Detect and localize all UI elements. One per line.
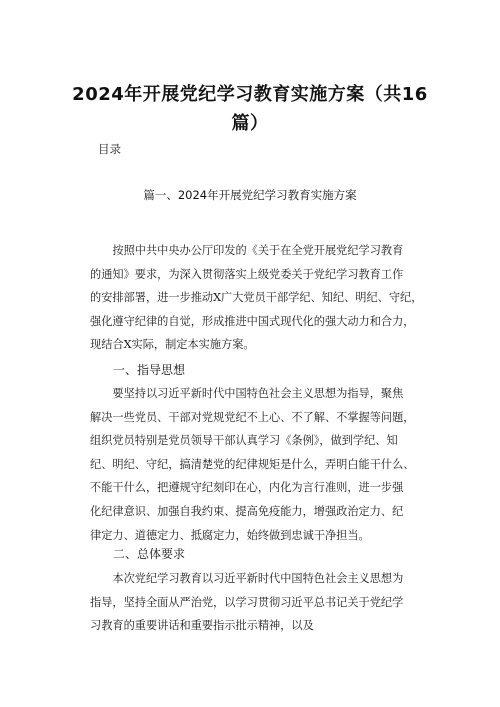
chapter-title: 篇一、2024年开展党纪学习教育实施方案 bbox=[143, 188, 357, 202]
paragraph-line: 解决一些党员、干部对党规党纪不上心、不了解、不掌握等问题， bbox=[90, 410, 415, 424]
document-title-line-2: 篇） bbox=[231, 113, 269, 134]
document-title-line-1: 2024年开展党纪学习教育实施方案（共16 bbox=[72, 84, 428, 105]
paragraph-line: 强化遵守纪律的自觉，形成推进中国式现代化的强大动力和合力， bbox=[90, 314, 415, 328]
table-of-contents-label: 目录 bbox=[98, 142, 121, 156]
document-title bbox=[60, 80, 440, 138]
section-heading-overall-requirements: 二、总体要求 bbox=[113, 547, 186, 561]
paragraph-line: 现结合X实际，制定本实施方案。 bbox=[90, 338, 255, 352]
guiding-thought-paragraph bbox=[90, 382, 438, 547]
section-heading-guiding-thought: 一、指导思想 bbox=[113, 363, 186, 377]
paragraph-line: 按照中共中央办公厅印发的《关于在全党开展党纪学习教育 bbox=[90, 244, 404, 257]
paragraph-line: 的安排部署，进一步推动X广大党员干部学纪、知纪、明纪、守纪， bbox=[90, 291, 423, 305]
intro-paragraph bbox=[90, 239, 438, 357]
paragraph-line: 纪、明纪、守纪，搞清楚党的纪律规矩是什么，弄明白能干什么、 bbox=[90, 457, 415, 471]
paragraph-line: 习教育的重要讲话和重要指示批示精神，以及 bbox=[90, 619, 314, 633]
paragraph-line: 律定力、道德定力、抵腐定力，始终做到忠诚干净担当。 bbox=[90, 528, 370, 542]
paragraph-line: 本次党纪学习教育以习近平新时代中国特色社会主义思想为 bbox=[90, 572, 404, 585]
paragraph-line: 组织党员特别是党员领导干部认真学习《条例》，做到学纪、知 bbox=[90, 434, 398, 448]
paragraph-line: 不能干什么，把遵规守纪刻印在心，内化为言行准则，进一步强 bbox=[90, 481, 404, 495]
paragraph-line: 化纪律意识、加强自我约束、提高免疫能力，增强政治定力、纪 bbox=[90, 504, 404, 518]
overall-requirements-paragraph bbox=[90, 567, 438, 638]
paragraph-line: 要坚持以习近平新时代中国特色社会主义思想为指导，聚焦 bbox=[90, 387, 404, 400]
paragraph-line: 的通知》要求，为深入贯彻落实上级党委关于党纪学习教育工作 bbox=[90, 267, 404, 281]
paragraph-line: 指导，坚持全面从严治党，以学习贯彻习近平总书记关于党纪学 bbox=[90, 595, 404, 609]
